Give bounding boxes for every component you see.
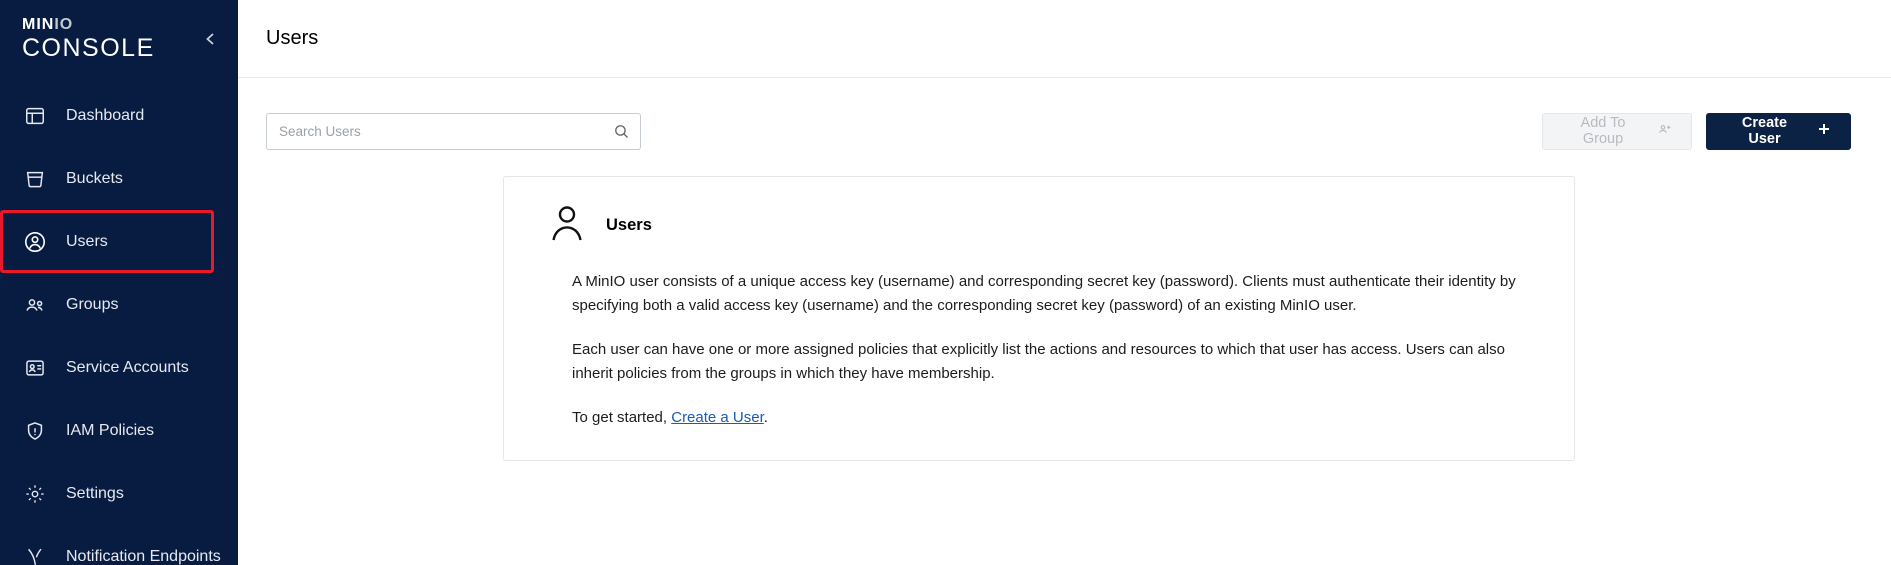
get-started-suffix: . [763,409,768,426]
create-a-user-link[interactable]: Create a User [671,409,764,426]
toolbar-actions [1542,113,1851,150]
card-paragraph-1: A MinIO user consists of a unique access key (username) and corresponding secret key (password). Clients must authenticate their identity by specifying both a valid access key (username) and the corresponding secret key (password) of an existing MinIO user. [572,273,1516,314]
brand-min-text: MIN [22,16,55,33]
add-to-group-icon [1657,121,1673,141]
sidebar-item-label: Notification Endpoints [66,547,221,565]
sidebar-item-groups[interactable] [0,273,238,336]
service-accounts-icon [22,355,48,381]
shield-icon [22,418,48,444]
sidebar-item-label: Buckets [66,169,123,187]
sidebar-item-label: Dashboard [66,106,145,124]
sidebar-item-notification-endpoints[interactable] [0,525,238,565]
minio-logo [22,17,155,61]
search-input[interactable] [279,124,613,139]
users-info-card [503,176,1575,461]
brand-minio-wordmark [22,17,155,33]
create-user-label: Create User [1741,115,1788,147]
sidebar-item-buckets[interactable] [0,147,238,210]
dashboard-icon [22,103,48,129]
page-title: Users [266,27,319,49]
brand-console-text: CONSOLE [22,34,155,62]
search-users-box[interactable] [266,113,641,150]
notification-endpoints-icon [22,544,48,565]
brand-header [0,0,238,78]
sidebar [0,0,238,565]
sidebar-nav [0,84,238,565]
search-icon[interactable] [613,123,630,140]
card-paragraph-2: Each user can have one or more assigned policies that explicitly list the actions and resources to which that user has access. Users can also inherit policies from the groups in which they have membership. [572,341,1505,382]
chevron-left-icon[interactable] [202,30,220,48]
card-get-started [538,406,1540,430]
add-to-group-label: Add To Group [1580,115,1626,147]
gear-icon [22,481,48,507]
sidebar-item-dashboard[interactable] [0,84,238,147]
card-title: Users [606,216,652,234]
sidebar-item-label: Service Accounts [66,358,189,376]
sidebar-item-users[interactable] [0,210,214,273]
main-content [238,0,1891,565]
sidebar-item-iam-policies[interactable] [0,399,238,462]
user-circle-icon [22,229,48,255]
add-to-group-button[interactable] [1542,113,1692,150]
plus-icon [1816,121,1832,141]
toolbar [238,78,1891,158]
bucket-icon [22,166,48,192]
sidebar-item-label: IAM Policies [66,421,155,439]
sidebar-item-settings[interactable] [0,462,238,525]
get-started-prefix: To get started, [572,409,672,426]
user-avatar-icon [550,203,584,248]
sidebar-item-label: Settings [66,484,124,502]
page-header [238,0,1891,78]
card-header [538,203,1540,248]
brand-io-text: IO [54,16,74,33]
create-user-button[interactable] [1706,113,1851,150]
sidebar-item-label: Users [66,232,108,250]
sidebar-item-label: Groups [66,295,119,313]
groups-icon [22,292,48,318]
sidebar-item-service-accounts[interactable] [0,336,238,399]
